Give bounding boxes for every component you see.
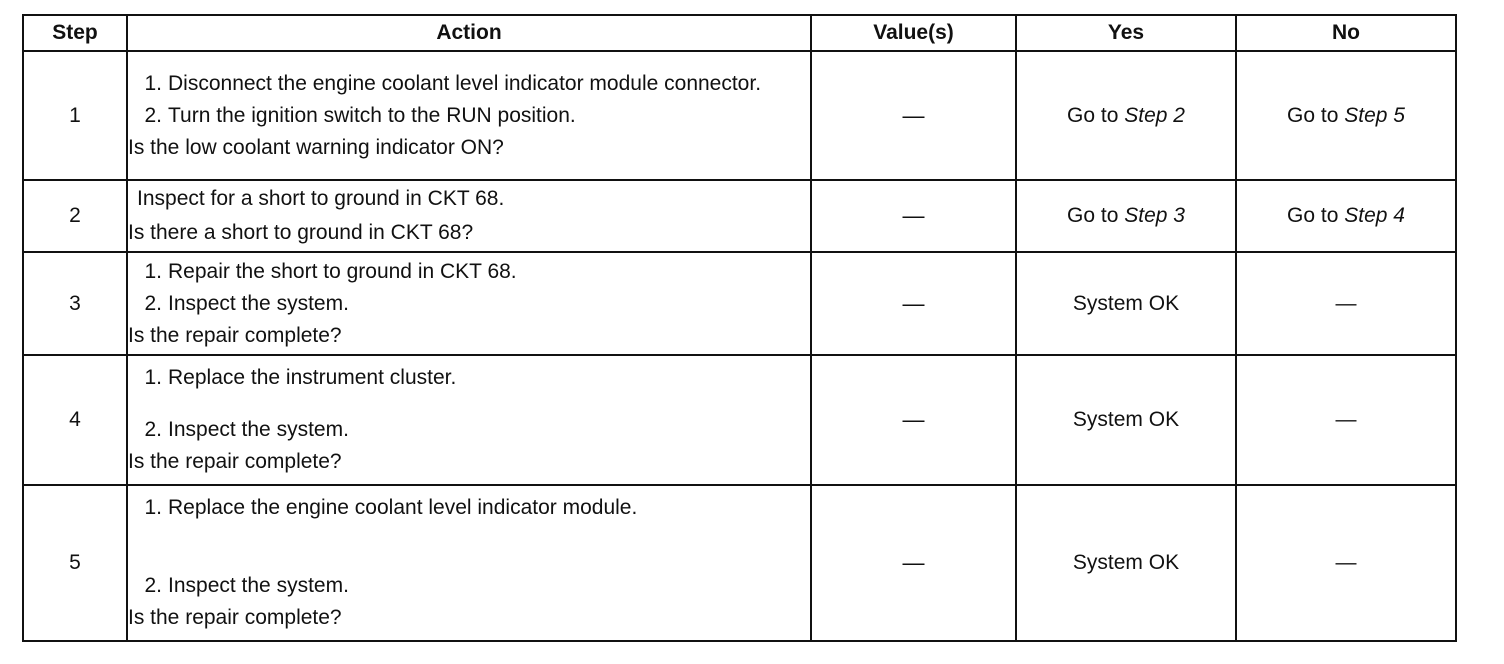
header-values: Value(s) (811, 15, 1016, 51)
yes-step-ref: Step 3 (1124, 204, 1185, 227)
no-cell (1236, 51, 1456, 180)
action-question: Is the low coolant warning indicator ON? (128, 135, 504, 159)
no-cell: — (1236, 485, 1456, 641)
action-step (128, 365, 810, 391)
no-cell: — (1236, 355, 1456, 485)
spacer (128, 527, 810, 573)
step-number: 2 (23, 180, 127, 252)
action-instruction: Inspect for a short to ground in CKT 68. (137, 187, 505, 210)
action-step-number: 1. (144, 71, 162, 95)
no-cell (1236, 180, 1456, 252)
action-question: Is the repair complete? (128, 450, 342, 473)
action-step (128, 495, 810, 521)
yes-prefix: Go to (1067, 103, 1125, 127)
action-step (128, 103, 810, 129)
diagnostic-table (22, 14, 1457, 642)
action-step (128, 291, 810, 317)
action-cell (127, 180, 811, 252)
table-row (23, 355, 1456, 485)
value-cell: — (811, 180, 1016, 252)
no-cell: — (1236, 252, 1456, 355)
action-step-number: 2. (144, 291, 162, 315)
yes-prefix: Go to (1067, 204, 1125, 227)
yes-step-ref: Step 2 (1124, 103, 1185, 127)
no-prefix: Go to (1287, 103, 1345, 127)
action-step (128, 573, 810, 599)
action-step-number: 2. (144, 574, 162, 597)
action-step-text: Replace the instrument cluster. (168, 366, 457, 389)
header-action: Action (127, 15, 811, 51)
action-step-number: 2. (144, 103, 162, 127)
action-step-text: Inspect the system. (168, 418, 349, 441)
action-step-number: 2. (144, 418, 162, 441)
table-row (23, 252, 1456, 355)
no-step-ref: Step 4 (1344, 204, 1405, 227)
header-no: No (1236, 15, 1456, 51)
action-cell (127, 252, 811, 355)
step-number: 5 (23, 485, 127, 641)
action-cell (127, 51, 811, 180)
action-step-text: Inspect the system. (168, 574, 349, 597)
action-step (128, 71, 810, 97)
header-yes: Yes (1016, 15, 1236, 51)
value-cell: — (811, 485, 1016, 641)
action-step-text: Inspect the system. (168, 291, 349, 315)
yes-cell (1016, 180, 1236, 252)
action-step-text: Replace the engine coolant level indicator module. (168, 496, 638, 519)
action-step-number: 1. (144, 496, 162, 519)
step-number: 4 (23, 355, 127, 485)
action-step-number: 1. (144, 366, 162, 389)
table-row (23, 180, 1456, 252)
action-question: Is there a short to ground in CKT 68? (128, 221, 474, 244)
step-number: 3 (23, 252, 127, 355)
yes-cell (1016, 51, 1236, 180)
table-row (23, 51, 1456, 180)
step-number: 1 (23, 51, 127, 180)
action-step-text: Repair the short to ground in CKT 68. (168, 259, 517, 283)
yes-cell: System OK (1016, 252, 1236, 355)
action-question: Is the repair complete? (128, 323, 342, 347)
action-step (128, 259, 810, 285)
yes-cell: System OK (1016, 355, 1236, 485)
header-row (23, 15, 1456, 51)
action-step (128, 417, 810, 443)
action-step-number: 1. (144, 259, 162, 283)
yes-cell: System OK (1016, 485, 1236, 641)
action-step-text: Turn the ignition switch to the RUN position. (168, 103, 576, 127)
action-cell (127, 355, 811, 485)
action-step-text: Disconnect the engine coolant level indicator module connector. (168, 71, 762, 95)
no-prefix: Go to (1287, 204, 1345, 227)
value-cell: — (811, 355, 1016, 485)
action-cell (127, 485, 811, 641)
no-step-ref: Step 5 (1344, 103, 1405, 127)
header-step: Step (23, 15, 127, 51)
spacer (128, 397, 810, 417)
value-cell: — (811, 252, 1016, 355)
value-cell: — (811, 51, 1016, 180)
action-question: Is the repair complete? (128, 606, 342, 629)
table-row (23, 485, 1456, 641)
